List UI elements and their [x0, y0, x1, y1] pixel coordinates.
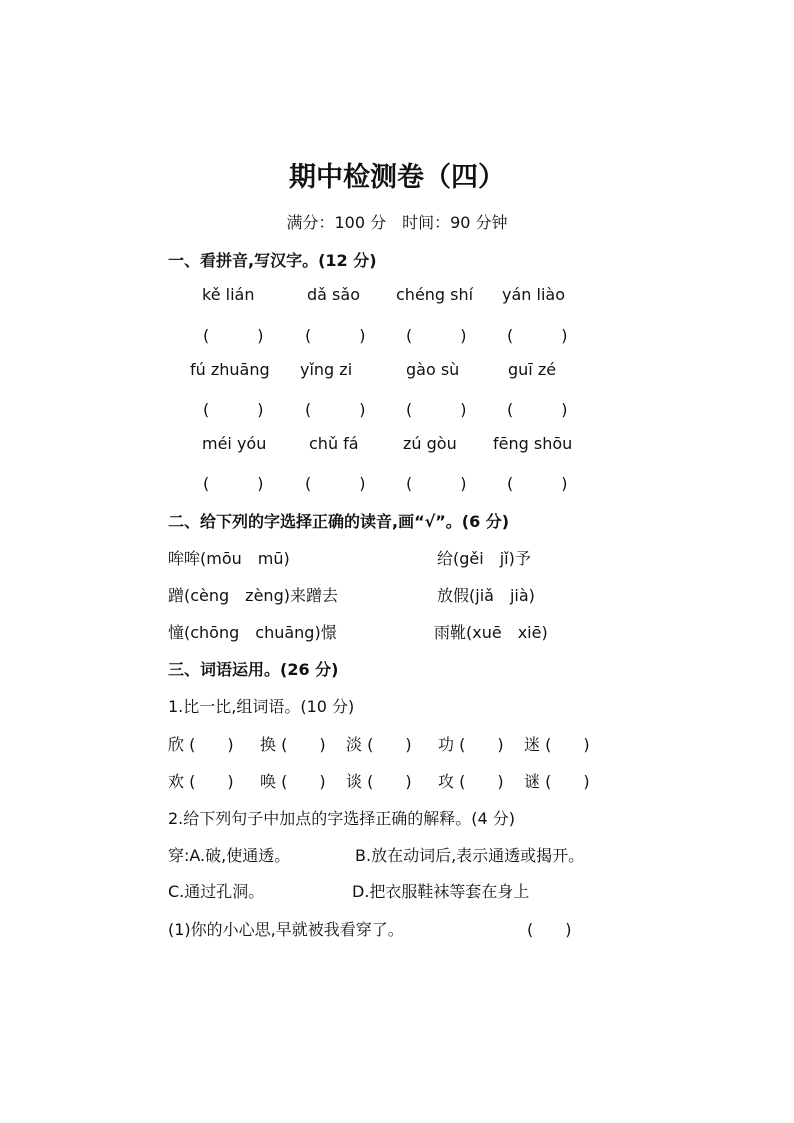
answer-blank[interactable]: ( )	[507, 326, 568, 345]
pinyin-item: zú gòu	[403, 434, 457, 453]
char-item: 唤 ( )	[260, 772, 326, 791]
answer-blank[interactable]: ( )	[305, 326, 366, 345]
answer-blank[interactable]: ( )	[305, 474, 366, 493]
word-blank[interactable]: ( )	[367, 772, 412, 791]
char-item: 谜 ( )	[524, 772, 590, 791]
word-blank[interactable]: ( )	[545, 772, 590, 791]
answer-blank[interactable]: ( )	[527, 920, 572, 939]
pinyin-item: guī zé	[508, 360, 557, 379]
pinyin-item: kě lián	[202, 285, 255, 304]
answer-blank[interactable]: ( )	[507, 474, 568, 493]
answer-blank[interactable]: ( )	[305, 400, 366, 419]
char-item: 攻 ( )	[438, 772, 504, 791]
answer-blank[interactable]: ( )	[406, 474, 467, 493]
answer-blank[interactable]: ( )	[406, 400, 467, 419]
pinyin-item: chéng shí	[396, 285, 474, 304]
word-blank[interactable]: ( )	[545, 735, 590, 754]
pinyin-item: fú zhuāng	[190, 360, 270, 379]
definition-option: B.放在动词后,表示通透或揭开。	[355, 846, 585, 865]
char-item: 换 ( )	[260, 735, 326, 754]
question-sentence: (1)你的小心思,早就被我看穿了。	[168, 920, 404, 939]
pinyin-item: gào sù	[406, 360, 460, 379]
page-title: 期中检测卷（四）	[289, 162, 505, 193]
char-item: 功 ( )	[438, 735, 504, 754]
char-item: 谈 ( )	[346, 772, 412, 791]
char-item: 欣 ( )	[168, 735, 234, 754]
definition-option: C.通过孔洞。	[168, 882, 265, 901]
reading-choice[interactable]: 给(gěi jǐ)予	[437, 549, 531, 568]
char-item: 淡 ( )	[346, 735, 412, 754]
pinyin-item: fēng shōu	[493, 434, 573, 453]
word-blank[interactable]: ( )	[189, 772, 234, 791]
word-blank[interactable]: ( )	[367, 735, 412, 754]
word-blank[interactable]: ( )	[459, 735, 504, 754]
pinyin-item: dǎ sǎo	[307, 285, 360, 304]
reading-choice[interactable]: 哞哞(mōu mū)	[168, 549, 290, 568]
word-blank[interactable]: ( )	[459, 772, 504, 791]
reading-choice[interactable]: 蹭(cèng zèng)来蹭去	[168, 586, 338, 605]
definition-option: D.把衣服鞋袜等套在身上	[352, 882, 530, 901]
answer-blank[interactable]: ( )	[203, 474, 264, 493]
answer-blank[interactable]: ( )	[203, 326, 264, 345]
question-2-label: 2.给下列句子中加点的字选择正确的解释。(4 分)	[168, 809, 516, 828]
answer-blank[interactable]: ( )	[406, 326, 467, 345]
pinyin-item: méi yóu	[202, 434, 267, 453]
char-item: 迷 ( )	[524, 735, 590, 754]
question-1-label: 1.比一比,组词语。(10 分)	[168, 697, 355, 716]
char-item: 欢 ( )	[168, 772, 234, 791]
word-blank[interactable]: ( )	[281, 735, 326, 754]
section3-heading: 三、词语运用。(26 分)	[168, 660, 339, 679]
reading-choice[interactable]: 放假(jiǎ jià)	[437, 586, 535, 605]
definition-option: 穿:A.破,使通透。	[168, 846, 291, 865]
word-blank[interactable]: ( )	[281, 772, 326, 791]
score-time-info: 满分：100 分 时间：90 分钟	[286, 213, 508, 232]
pinyin-item: chǔ fá	[309, 434, 359, 453]
answer-blank[interactable]: ( )	[507, 400, 568, 419]
reading-choice[interactable]: 雨靴(xuē xiē)	[434, 623, 548, 642]
pinyin-item: yán liào	[502, 285, 565, 304]
answer-blank[interactable]: ( )	[203, 400, 264, 419]
pinyin-item: yǐng zi	[300, 360, 353, 379]
reading-choice[interactable]: 憧(chōng chuāng)憬	[168, 623, 337, 642]
section2-heading: 二、给下列的字选择正确的读音,画“√”。(6 分)	[168, 512, 510, 531]
section1-heading: 一、看拼音,写汉字。(12 分)	[168, 251, 377, 270]
word-blank[interactable]: ( )	[189, 735, 234, 754]
